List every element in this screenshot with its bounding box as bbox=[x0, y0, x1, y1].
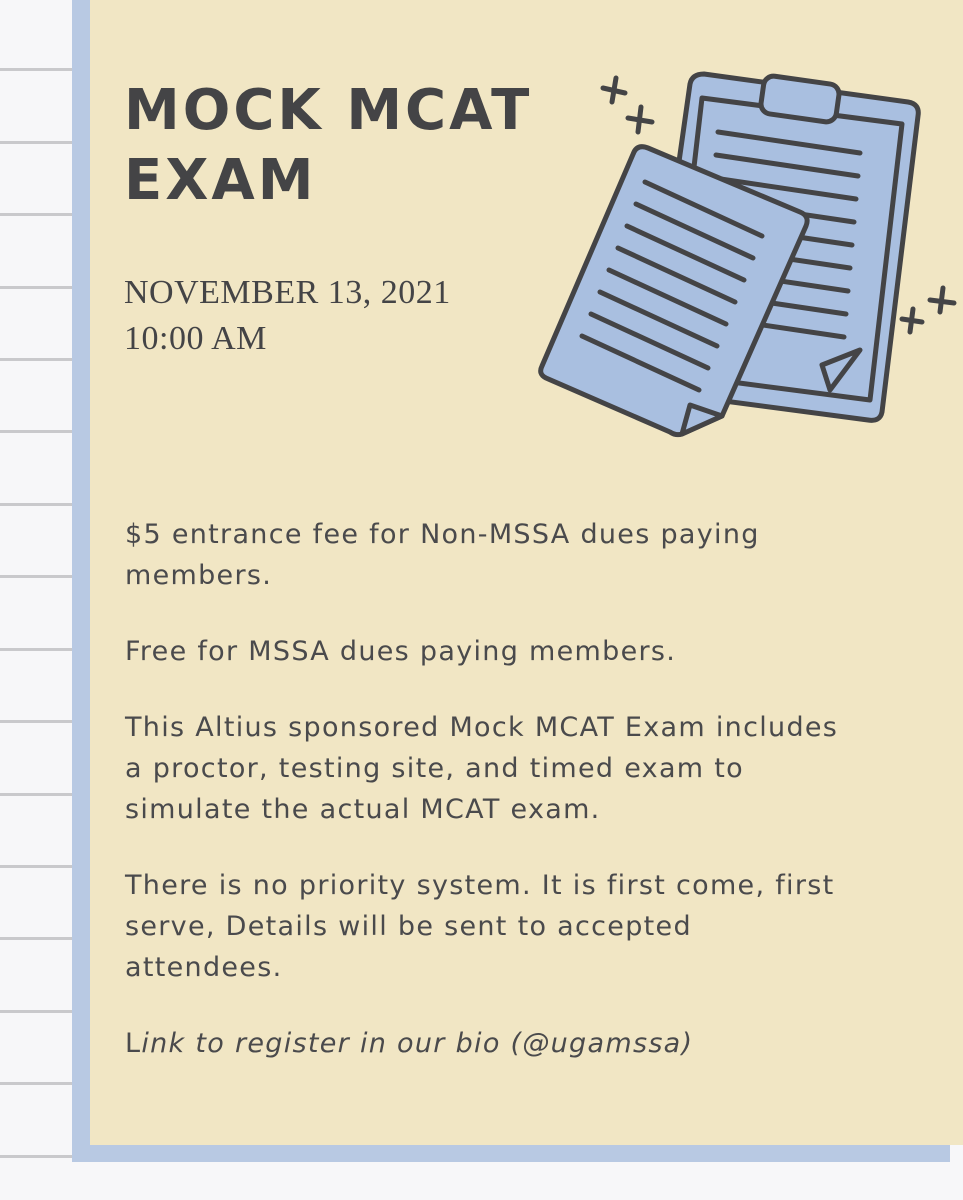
title-line-1: MOCK MCAT bbox=[124, 78, 533, 143]
sparkle-icon bbox=[902, 288, 954, 332]
title-line-2: EXAM bbox=[124, 148, 317, 213]
priority-text: There is no priority system. It is first come, first serve, Details will be sent to accepted attendees. bbox=[125, 870, 835, 983]
event-datetime bbox=[124, 270, 451, 362]
link-rest: ink to register in our bio (@ugamssa) bbox=[141, 1028, 694, 1059]
clipboard-illustration bbox=[530, 60, 960, 450]
event-date: NOVEMBER 13, 2021 bbox=[124, 274, 451, 311]
sparkle-icon bbox=[603, 78, 652, 132]
flyer-body bbox=[125, 514, 845, 1099]
flyer-title bbox=[124, 76, 584, 216]
description-text: This Altius sponsored Mock MCAT Exam includes a proctor, testing site, and timed exam to simulate the actual MCAT exam. bbox=[125, 712, 839, 825]
register-link-text bbox=[125, 1023, 845, 1064]
link-first-letter: L bbox=[125, 1028, 142, 1059]
fee-text: $5 entrance fee for Non-MSSA dues paying members. bbox=[125, 519, 760, 591]
event-time: 10:00 AM bbox=[124, 320, 267, 357]
free-text: Free for MSSA dues paying members. bbox=[125, 636, 677, 667]
